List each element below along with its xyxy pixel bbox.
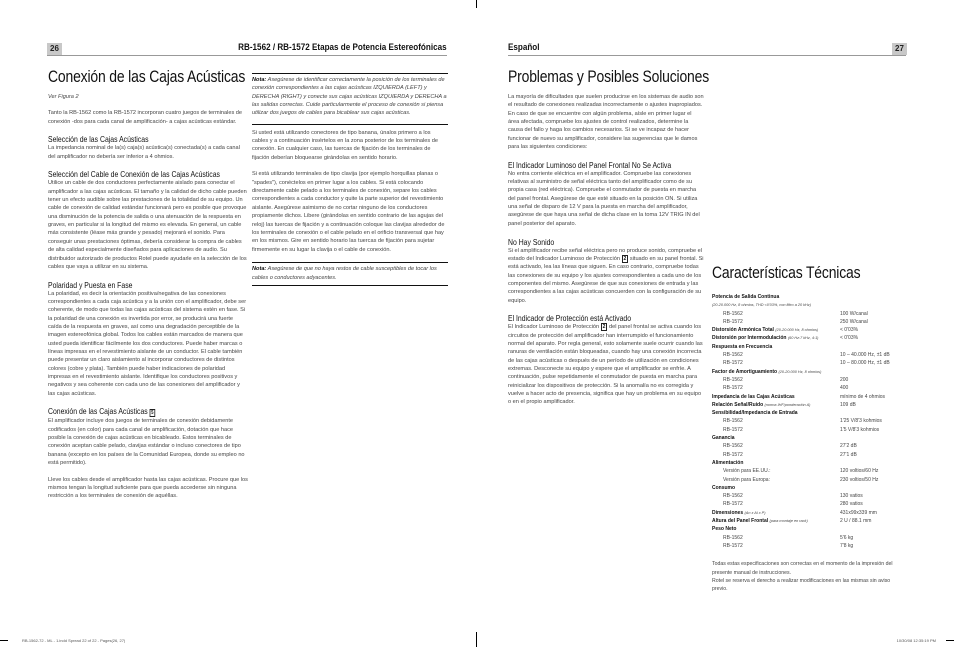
crop-mark [476,0,477,8]
page-title: Conexión de las Cajas Acústicas [48,67,246,86]
heading-text: Conexión de las Cajas Acústicas [48,406,148,417]
spec-value: 230 voltios/50 Hz [840,476,879,483]
crop-mark [946,640,954,641]
spec-label: RB-1562 [723,376,743,383]
spec-row [712,376,906,384]
section-heading: El Indicador de Protección está Activado [508,313,632,324]
paragraph: No entra corriente eléctrica en el amplificador. Compruebe las conexiones relativas al suministro de señal eléctrica tanto del amplificador como de su propia casa (red eléctrica). Compruebe el conmutador de puesta en marcha del panel frontal. Asegúrese de que esté situado en la posición ON. Si utiliza una señal de disparo de 12 V para la puesta en marcha del amplificador, asegúrese de que haya una señal de dicha clase en la toma 12V TRIG IN del panel posterior del aparato. [508,170,700,227]
spec-row [712,492,906,500]
spec-row [712,459,906,467]
spec-value: < 0'03% [840,335,859,342]
indicator-callout-icon: 2 [623,255,627,262]
spec-label [712,517,840,525]
crop-mark [0,640,8,641]
spec-row [712,434,906,442]
specs-title: Características Técnicas [712,263,861,282]
section-heading: Selección de las Cajas Acústicas [48,134,149,145]
spec-label: RB-1562 [723,352,743,359]
spec-value [840,343,906,351]
spec-value: 109 dB [840,401,856,408]
spec-row [712,442,906,450]
spec-qualifier: (An x Al x P) [744,510,766,515]
indicator-callout-icon: 2 [602,324,606,331]
footer-timestamp: 10/30/08 12:35:19 PM [896,638,936,643]
spec-row [712,534,906,542]
paragraph: El amplificador incluye dos juegos de terminales de conexión debidamente codificados (en color) para cada canal de amplificación, dotación que hace posible la conexión de cajas acústicas en bicableado. Estos terminales de conexión aceptan cable pelado, clavijas estándar o incluso conectores de tipo banana (excepto en los países de la Comunidad Europea, donde su empleo no está permitido). [48,418,245,467]
spec-label: RB-1562 [723,418,743,425]
spec-value: 5'6 kg [840,534,854,541]
spec-row [712,343,906,351]
spec-label [712,434,840,442]
page-title: Problemas y Posibles Soluciones [508,67,710,86]
spec-label [712,343,840,351]
spec-value: 27'2 dB [840,443,857,450]
spec-heading: Consumo [712,484,736,491]
spec-label: RB-1562 [723,493,743,500]
paragraph: La polaridad, es decir la orientación positiva/negativa de las conexiones correspondientes a cada caja acústica y a la unión con el amplificador, debe ser coherente, de modo que todas las cajas acústicas del sistema estén en fase. Si la polaridad de una conexión es invertida por error, se producirá una fuerte caída de la respuesta en graves, así como una degradación perceptible de la imagen estereofónica global. Todos los cables están marcados de manera que usted pueda identificar fácilmente los dos conductores. Puede haber marcas o líneas impresas en el revestimiento aislante de un conductor. El cable también puede presentar un claro aislamiento al incorporar conductores de distintos colores (cobre y plata). También puede haber indicaciones de polaridad impresas en el revestimiento aislante. Identifique los conductores positivos y negativos y sea coherente con cada uno de las conexiones del amplificador y las cajas acústicas. [48,290,247,397]
spec-heading: Ganancia [712,435,735,442]
section-heading [48,406,208,417]
spec-value [840,525,906,533]
spec-value [840,484,906,492]
spec-qualifier: (norma IHF/ponderación A) [764,402,811,407]
spec-row [712,318,906,326]
text: del panel frontal se activa cuando los circuitos de protección del amplificador han interrumpido el funcionamiento normal del aparato. Por regla general, esto solamente suele ocurrir cuando las ranuras de ventilación están bloqueadas, cuando hay una conexión incorrecta de las cajas acústicas o después de un período de utilización en condiciones extremas. Desconecte su equipo y espere que el amplificador se enfríe. A continuación, pulse repetidamente el conmutador de puesta en marcha para reinicializar los dispositivos de protección. Si la anomalía no es corregida y vuelve a hacer acto de presencia, significa que hay un problema en su equipo o en el propio amplificador. [508,324,703,406]
spec-row [712,525,906,533]
spec-value: 400 [840,385,849,392]
spec-row [712,426,906,434]
paragraph [508,323,704,406]
spec-row [712,467,906,475]
spec-row [712,451,906,459]
paragraph: Si usted está utilizando conectores de tipo banana, únalos primero a los cables y a continuación insértelos en la zona posterior de los terminales de conexión. En cualquier caso, las tuercas de fijación de los terminales de fijación deberían bloquearse girándolas en sentido horario. [252,124,448,162]
spec-value: 100 W/canal [840,310,868,317]
spec-label: RB-1572 [723,542,743,549]
right-column-1 [508,93,704,415]
paragraph: Si está utilizando terminales de tipo clavija (por ejemplo horquillas planas o "spades"), conéctelos en primer lugar a los cables. Si está colocando directamente cable pelado a los terminales de conexión, separe los cables correspondientes a cada conductor y quite la parte superior del revestimiento aislante. Asegúrese asimismo de no cortar ninguno de los conductores propiamente dichos. Libere (girándolas en sentido contrario de las agujas del reloj) las tuercas de fijación y a continuación coloque las clavijas alrededor de los terminales de conexión o el cable pelado en el orificio transversal que hay en los mismos. Gire en sentido horario las tuercas de fijación para sujetar firmemente en su lugar la clavija o el cable de conexión. [252,171,445,253]
spec-qualifier: (60 Hz:7 kHz, 4:1) [787,336,819,341]
paragraph: Lleve los cables desde el amplificador hasta las cajas acústicas. Procure que los mismos tengan la longitud suficiente para que pueda accederse sin ninguna restricción a los terminales de conexión de aquéllas. [48,476,248,500]
spec-heading: Alimentación [712,459,744,466]
spec-label: RB-1572 [723,451,743,458]
spec-row [712,401,906,409]
text: El Indicador Luminoso de Protección [508,324,601,331]
disclaimer-text: Todas estas especificaciones son correctas en el momento de la impresión del presente manual de instrucciones. [712,561,893,576]
spec-label: Versión para EE.UU.: [723,468,771,475]
spec-qualifier: (20-20.000 Hz, 8 ohmios) [778,369,822,374]
spec-value [840,293,906,301]
spec-heading: Altura del Panel Frontal [712,518,769,525]
spec-row [712,310,906,318]
specs-disclaimer [712,560,906,593]
spec-value: 130 vatios [840,493,863,500]
section-heading: El Indicador Luminoso del Panel Frontal No Se Activa [508,159,672,170]
spec-row [712,393,906,401]
spec-row [712,500,906,508]
spec-label [712,326,840,334]
figure-ref: Ver Figura 2 [48,94,79,100]
spec-row [712,417,906,425]
spec-label [712,293,840,301]
spec-heading: Distorsión Armónica Total [712,327,774,334]
spec-heading: Relación Señal/Ruido [712,401,764,408]
spec-heading: Peso Neto [712,526,737,533]
spec-value: mínimo de 4 ohmios [840,393,886,400]
spec-row [712,301,906,309]
spec-label [712,368,840,376]
spec-label [712,334,840,342]
spec-row [712,351,906,359]
page-number: 27 [892,43,907,55]
paragraph: Utilice un cable de dos conductores perfectamente aislado para conectar el amplificador a las cajas acústicas. El tamaño y la calidad de dicho cable pueden tener un efecto audible sobre las prestaciones de la totalidad de su equipo. Un cable de conexión de calidad estándar funcionará pero es posible que provoque una disminución de la potencia de salida o una atenuación de la respuesta en graves, en particular si la longitud del mismo es elevada. En general, un cable más consistente (léase más grande y pesado) mejorará el sonido. Para conseguir unas prestaciones óptimas, debería considerar la compra de cables de alta calidad especialmente diseñados para aplicaciones de audio. Su distribuidor autorizado de productos Rotel puede ayudarle en la selección de los cables que vaya a utilizar en su sistema. [48,180,247,270]
spec-heading: Respuesta en Frecuencia [712,343,773,350]
spec-row [712,359,906,367]
note-label: Nota: [252,266,267,273]
spec-value: 431x99x339 mm [840,509,877,516]
spec-value: 250 W/canal [840,318,868,325]
spec-heading: Dimensiones [712,509,744,516]
spec-label [712,409,840,417]
note-label: Nota: [252,77,267,83]
spec-row [712,384,906,392]
spec-label: RB-1562 [723,310,743,317]
spec-value [840,459,906,467]
spec-label [712,525,840,533]
spec-value: 280 vatios [840,501,863,508]
text: situado en su panel frontal. Si está activado, lea las líneas que siguen. En caso contrario, compruebe todas las conexiones de su equipo y los ajustes correspondientes a cada uno de los componentes del mismo. Asegúrese de que sus conexiones de entrada y las correspondientes a las cajas acústicas concuerden con la configuración de su equipo. [508,255,704,304]
spec-label: RB-1572 [723,501,743,508]
spec-heading: Sensibilidad/Impedancia de Entrada [712,410,798,417]
spec-value: 120 voltios/60 Hz [840,468,879,475]
note-text: Asegúrese de que no haya restos de cable susceptibles de tocar los cables o conductores adyacentes. [252,266,437,281]
spec-row [712,334,906,342]
specs-table [712,293,906,550]
section-heading: Polaridad y Puesta en Fase [48,279,133,290]
disclaimer-text: Rotel se reserva el derecho a realizar modificaciones en las mismas sin aviso previo. [712,577,891,593]
spec-label: Versión para Europa: [723,476,770,483]
spec-value [840,409,906,417]
spec-row [712,368,906,376]
left-column-2 [252,73,448,294]
spec-value: 200 [840,376,849,383]
spec-row [712,326,906,334]
spec-value: 1'5 V/8'3 kohmios [840,426,880,433]
spec-label [712,459,840,467]
spec-row [712,293,906,301]
spec-value: < 0'03% [840,327,859,334]
header-rule [508,55,906,56]
spec-label [712,401,840,409]
crop-mark [476,632,477,647]
paragraph: La impedancia nominal de la(s) caja(s) acústica(s) conectada(s) a cada canal del amplificador no debería ser inferior a 4 ohmios. [48,145,240,160]
spec-row [712,476,906,484]
intro-paragraph: Tanto la RB-1562 como la RB-1572 incorporan cuatro juegos de terminales de conexión -dos para cada canal de amplificación- a cajas acústicas estándar. [48,110,243,125]
note-box [252,262,448,286]
left-column-1 [48,93,248,509]
spec-row [712,409,906,417]
intro-paragraph: La mayoría de dificultades que suelen producirse en los sistemas de audio son el resultado de conexiones realizadas incorrectamente o ajustes inapropiados. En caso de que se encuentre con algún problema, aísle en primer lugar el área afectada, compruebe los ajustes de control realizados, determine la causa del fallo y haga los cambios necesarios. Si se ve incapaz de hacer funcionar de nuevo su amplificador, considere las sugerencias que le damos para las siguientes condiciones: [508,94,704,151]
spec-label [712,484,840,492]
spec-qualifier: (para montaje en rack) [769,519,808,524]
spec-row [712,509,906,517]
footer-slug: RB-1562-72 - ML - 1.indd Spread 22 of 22 - Pages(26, 27) [22,638,126,643]
specs-block [712,293,906,593]
header-rule [47,55,447,56]
spec-label [712,393,840,401]
spec-value: 1'25 V/8'3 kohmios [840,418,882,425]
spec-row [712,484,906,492]
section-label: Español [508,42,540,52]
figure-callout-icon: 5 [151,410,154,417]
running-title: RB-1562 / RB-1572 Etapas de Potencia Estereofónicas [238,42,447,52]
paragraph [508,247,704,305]
note-text: Asegúrese de identificar correctamente la posición de los terminales de conexión correspondientes a las cajas acústicas IZQUIERDA (LEFT) y DERECHA (RIGHT) y conecte sus cajas acústicas IZQUIERDA y DERECHA a las salidas correctas. Cuide particularmente el proceso de conexión si piensa utilizar dos juegos de cables para bicablear sus cajas acústicas. [252,77,447,117]
spec-label: (20-20.000 Hz, 8 ohmios, THD <0'03%, con filtro a 20 kHz) [712,303,811,308]
spec-heading: Factor de Amortiguamiento [712,368,778,375]
spec-label: RB-1572 [723,385,743,392]
page-number: 26 [47,43,62,55]
spec-value: 10 – 80.000 Hz, ±1 dB [840,360,890,367]
spec-row [712,542,906,550]
spec-value [840,368,906,376]
spec-heading: Potencia de Salida Continua [712,294,780,300]
spec-label: RB-1572 [723,318,743,325]
spec-value: 10 – 40.000 Hz, ±1 dB [840,352,890,359]
section-heading: Selección del Cable de Conexión de las Cajas Acústicas [48,169,220,180]
spec-value: 27'1 dB [840,451,857,458]
spec-label: RB-1562 [723,534,743,541]
section-heading: No Hay Sonido [508,236,555,247]
spec-value [840,434,906,442]
spec-label: RB-1572 [723,426,743,433]
spec-value: 7'8 kg [840,542,854,549]
spec-label: RB-1572 [723,360,743,367]
spec-qualifier: (20-20.000 Hz, 8 ohmios) [775,328,819,333]
spec-label [712,509,840,517]
note-box [252,73,448,118]
spec-label: RB-1562 [723,443,743,450]
spec-heading: Distorsión por Intermodulación [712,335,787,342]
text: Si el amplificador recibe señal eléctrica pero no produce sonido, compruebe el estado del Indicador Luminoso de Protección [508,247,703,262]
spec-heading: Impedancia de las Cajas Acústicas [712,393,795,400]
spec-value: 2 U / 88.1 mm [840,518,872,525]
spec-row [712,517,906,525]
